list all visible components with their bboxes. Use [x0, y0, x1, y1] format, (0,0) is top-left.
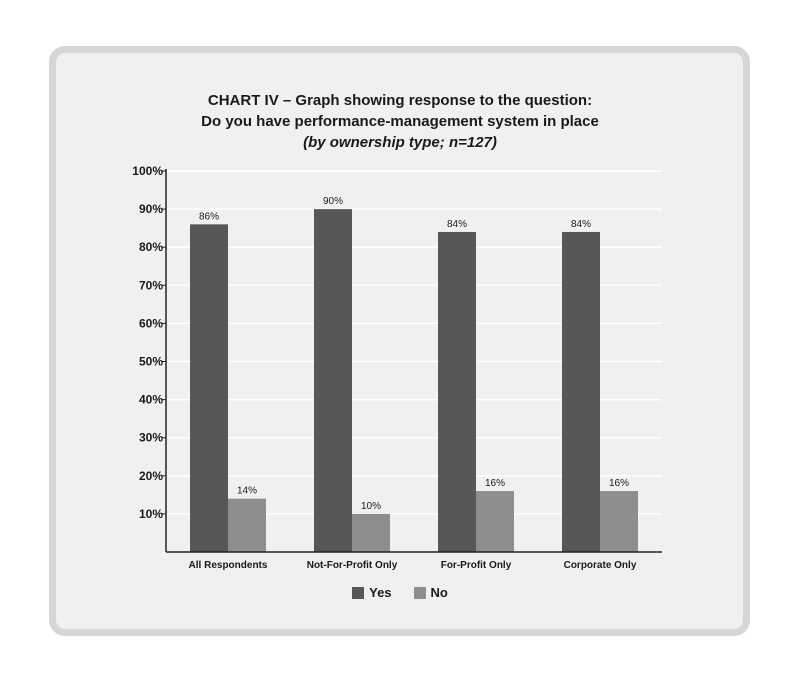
y-tick-label: 10%: [138, 506, 163, 521]
data-label: 90%: [322, 196, 344, 208]
legend-item-no: [414, 585, 448, 600]
title-line-2: Do you have performance-management system in place: [201, 113, 599, 130]
data-label: 86%: [198, 211, 220, 223]
x-tick-label: Not-For-Profit Only: [306, 560, 398, 571]
y-tick-label: 100%: [132, 164, 163, 178]
data-label: 16%: [484, 478, 506, 490]
bar-no: [352, 514, 390, 552]
y-tick-label: 70%: [138, 278, 163, 293]
y-tick-label: 80%: [138, 240, 163, 255]
bar-yes: [438, 232, 476, 552]
bar-yes: [314, 209, 352, 552]
legend-swatch-no: [414, 587, 426, 599]
y-tick-label: 90%: [138, 202, 163, 217]
data-label: 16%: [608, 478, 630, 490]
y-tick-label: 50%: [138, 354, 163, 369]
bar-yes: [562, 232, 600, 552]
legend-swatch-yes: [352, 587, 364, 599]
bar-yes: [190, 224, 228, 552]
legend-label-yes: Yes: [369, 585, 392, 600]
y-tick-label: 60%: [138, 316, 163, 331]
y-tick-label: 40%: [138, 392, 163, 407]
data-label: 14%: [236, 485, 258, 497]
data-label: 84%: [446, 218, 468, 230]
bar-no: [600, 491, 638, 552]
x-tick-label: Corporate Only: [563, 560, 637, 571]
y-tick-label: 30%: [138, 430, 163, 445]
x-tick-label: For-Profit Only: [440, 560, 512, 571]
title-line-3: (by ownership type; n=127): [303, 134, 497, 151]
legend-item-yes: [352, 585, 391, 600]
x-tick-label: All Respondents: [188, 560, 268, 571]
title-line-1: CHART IV – Graph showing response to the question:: [207, 92, 593, 109]
bar-no: [228, 499, 266, 552]
data-label: 84%: [570, 218, 592, 230]
bar-no: [476, 491, 514, 552]
y-tick-label: 20%: [138, 468, 163, 483]
data-label: 10%: [360, 500, 382, 512]
legend: [0, 585, 800, 600]
legend-label-no: No: [430, 585, 448, 600]
